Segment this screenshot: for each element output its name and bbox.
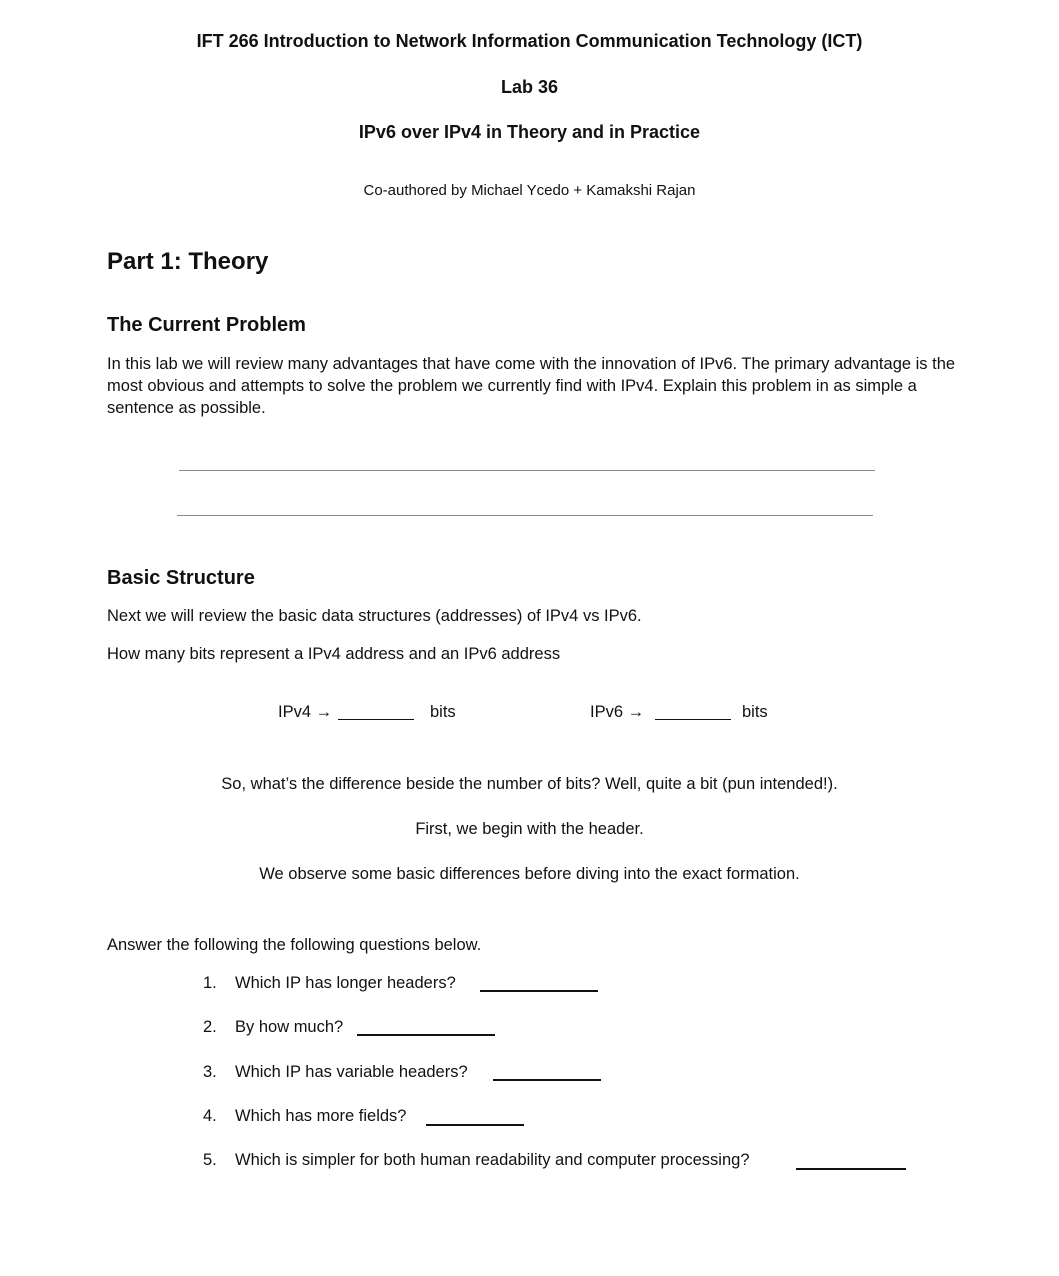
question-5-answer-blank[interactable] [796,1168,906,1170]
questions-intro: Answer the following the following questions below. [107,936,482,954]
course-title: IFT 266 Introduction to Network Information Communication Technology (ICT) [196,31,863,51]
question-number: 5. [203,1151,217,1169]
part-heading: Part 1: Theory [107,248,269,275]
ipv4-bits-blank[interactable] [338,719,414,720]
answer-line-1[interactable] [179,470,875,471]
ipv4-unit: bits [430,703,456,721]
ipv6-label: IPv6 → [590,703,645,721]
authors-line: Co-authored by Michael Ycedo + Kamakshi Rajan [363,182,696,199]
question-text: Which IP has longer headers? [235,974,456,992]
question-number: 3. [203,1063,217,1081]
observe-text: We observe some basic differences before diving into the exact formation. [259,865,800,883]
question-4-answer-blank[interactable] [426,1124,524,1126]
section-heading-basic-structure: Basic Structure [107,567,255,589]
bits-question: How many bits represent a IPv4 address and an IPv6 address [107,645,561,663]
question-text: Which is simpler for both human readability and computer processing? [235,1151,750,1169]
section-heading-current-problem: The Current Problem [107,314,306,336]
question-2-answer-blank[interactable] [357,1034,495,1036]
lab-title: IPv6 over IPv4 in Theory and in Practice [358,122,701,142]
question-number: 4. [203,1107,217,1125]
question-1-answer-blank[interactable] [480,990,598,992]
current-problem-text: In this lab we will review many advantages that have come with the innovation of IPv6. The primary advantage is the most obvious and attempts to solve the problem we currently find with IPv4. Explain this problem in as simple a sentence as possible. [107,355,956,417]
question-text: By how much? [235,1018,344,1036]
ipv4-label: IPv4 → [278,703,333,721]
question-3-answer-blank[interactable] [493,1079,601,1081]
question-number: 2. [203,1018,217,1036]
difference-text: So, what’s the difference beside the number of bits? Well, quite a bit (pun intended!). [221,775,838,793]
basic-structure-intro: Next we will review the basic data structures (addresses) of IPv4 vs IPv6. [107,607,642,625]
question-text: Which has more fields? [235,1107,407,1125]
answer-line-2[interactable] [177,515,873,516]
lab-number: Lab 36 [500,77,559,97]
ipv6-unit: bits [742,703,768,721]
question-text: Which IP has variable headers? [235,1063,468,1081]
question-number: 1. [203,974,217,992]
header-text: First, we begin with the header. [415,820,644,838]
ipv6-bits-blank[interactable] [655,719,731,720]
